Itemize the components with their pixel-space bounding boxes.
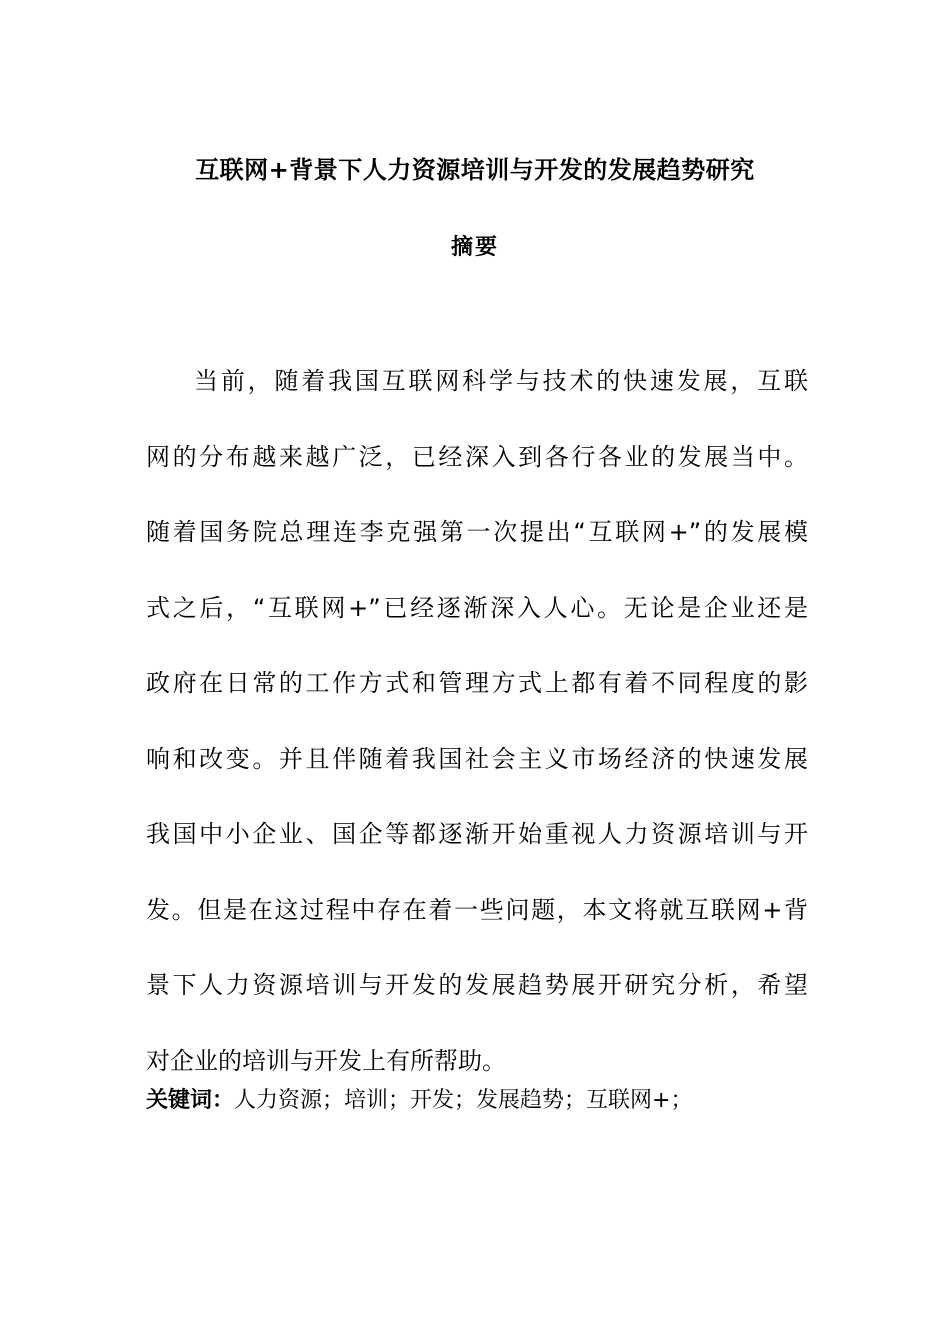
abstract-heading: 摘要 [450,235,499,260]
abstract-line: 景下人力资源培训与开发的发展趋势展开研究分析，希望 [146,971,808,999]
abstract-line: 网的分布越来越广泛，已经深入到各行各业的发展当中。 [146,442,808,471]
abstract-line: 发。但是在这过程中存在着一些问题，本文将就互联网+背 [146,895,808,924]
abstract-line: 随着国务院总理连李克强第一次提出“互联网+”的发展模 [146,518,808,546]
abstract-body [146,344,808,1099]
abstract-line: 政府在日常的工作方式和管理方式上都有着不同程度的影 [146,669,808,697]
abstract-line: 当前，随着我国互联网科学与技术的快速发展，互联 [194,367,808,395]
keywords-label: 关键词： [146,1088,235,1113]
abstract-line: 对企业的培训与开发上有所帮助。 [146,1046,506,1075]
keywords [146,1081,808,1121]
abstract-line: 响和改变。并且伴随着我国社会主义市场经济的快速发展 [146,744,808,773]
document-title: 互联网+背景下人力资源培训与开发的发展趋势研究 [195,156,755,184]
keywords-value: 人力资源；培训；开发；发展趋势；互联网+； [234,1088,693,1113]
abstract-line: 我国中小企业、国企等都逐渐开始重视人力资源培训与开 [146,820,808,848]
abstract-line: 式之后，“互联网+”已经逐渐深入人心。无论是企业还是 [146,593,808,622]
